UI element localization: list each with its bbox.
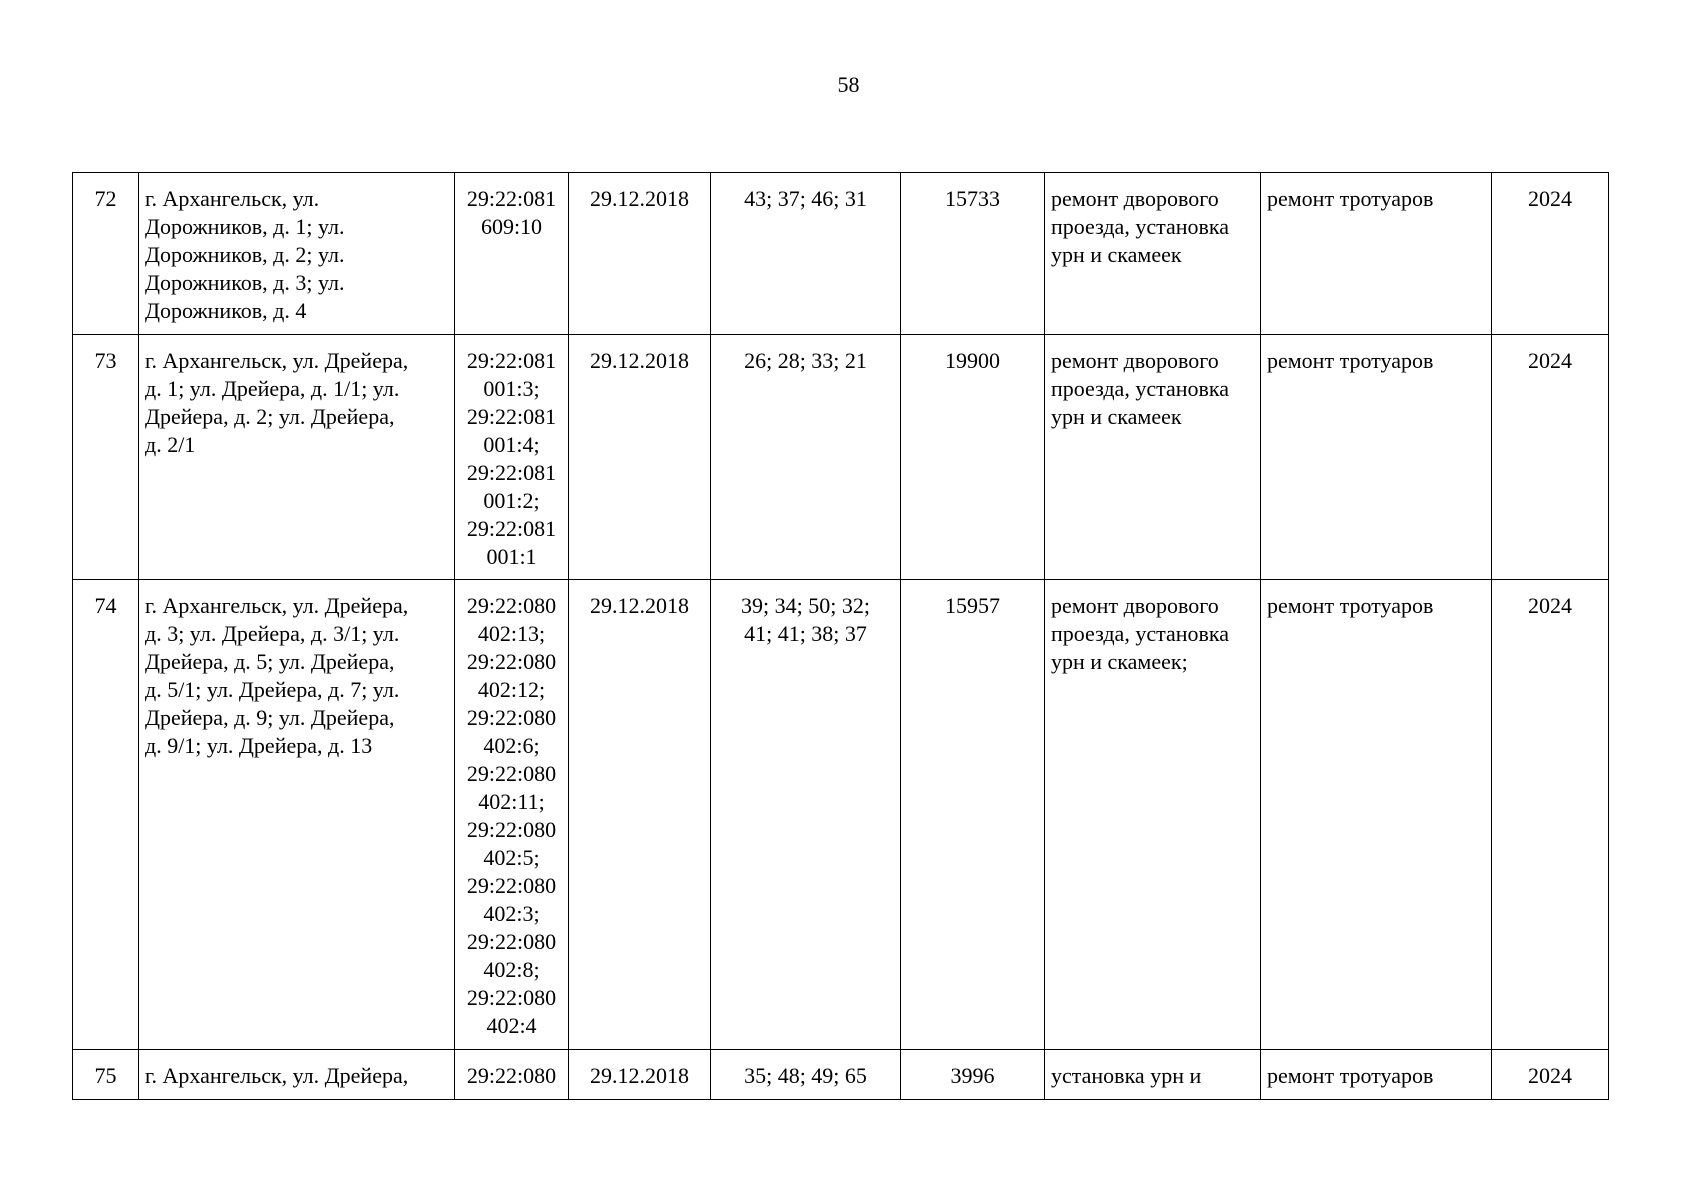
row-number-cell: 75 bbox=[73, 1050, 139, 1100]
year-cell: 2024 bbox=[1492, 580, 1609, 1050]
cadastral-number-cell: 29:22:081 609:10 bbox=[455, 173, 569, 335]
extra-works-cell: ремонт тротуаров bbox=[1261, 335, 1492, 580]
apartments-cell: 26; 28; 33; 21 bbox=[711, 335, 901, 580]
extra-works-cell: ремонт тротуаров bbox=[1261, 1050, 1492, 1100]
works-cell: ремонт дворового проезда, установка урн и скамеек bbox=[1045, 173, 1261, 335]
row-number-cell: 74 bbox=[73, 580, 139, 1050]
address-cell: г. Архангельск, ул. Дрейера, bbox=[139, 1050, 455, 1100]
table-row bbox=[73, 335, 1609, 580]
page-number: 58 bbox=[837, 72, 860, 97]
year-cell: 2024 bbox=[1492, 173, 1609, 335]
works-cell: ремонт дворового проезда, установка урн и скамеек; bbox=[1045, 580, 1261, 1050]
apartments-cell: 39; 34; 50; 32; 41; 41; 38; 37 bbox=[711, 580, 901, 1050]
cadastral-number-cell: 29:22:080 402:13; 29:22:080 402:12; 29:22:080 402:6; 29:22:080 402:11; 29:22:080 402:5; 29:22:080 402:3; 29:22:080 402:8; 29:22:080 402:4 bbox=[455, 580, 569, 1050]
area-cell: 15733 bbox=[901, 173, 1045, 335]
table-row bbox=[73, 173, 1609, 335]
row-number-cell: 73 bbox=[73, 335, 139, 580]
area-cell: 19900 bbox=[901, 335, 1045, 580]
table-row bbox=[73, 580, 1609, 1050]
address-cell: г. Архангельск, ул. Дрейера, д. 3; ул. Дрейера, д. 3/1; ул. Дрейера, д. 5; ул. Дрейера, д. 5/1; ул. Дрейера, д. 7; ул. Дрейера, д. 9; ул. Дрейера, д. 9/1; ул. Дрейера, д. 13 bbox=[139, 580, 455, 1050]
area-cell: 3996 bbox=[901, 1050, 1045, 1100]
address-cell: г. Архангельск, ул. Дорожников, д. 1; ул. Дорожников, д. 2; ул. Дорожников, д. 3; ул. Дорожников, д. 4 bbox=[139, 173, 455, 335]
apartments-cell: 43; 37; 46; 31 bbox=[711, 173, 901, 335]
date-cell: 29.12.2018 bbox=[569, 335, 711, 580]
area-cell: 15957 bbox=[901, 580, 1045, 1050]
extra-works-cell: ремонт тротуаров bbox=[1261, 580, 1492, 1050]
year-cell: 2024 bbox=[1492, 1050, 1609, 1100]
date-cell: 29.12.2018 bbox=[569, 580, 711, 1050]
table-row bbox=[73, 1050, 1609, 1100]
apartments-cell: 35; 48; 49; 65 bbox=[711, 1050, 901, 1100]
address-cell: г. Архангельск, ул. Дрейера, д. 1; ул. Дрейера, д. 1/1; ул. Дрейера, д. 2; ул. Дрейера, д. 2/1 bbox=[139, 335, 455, 580]
extra-works-cell: ремонт тротуаров bbox=[1261, 173, 1492, 335]
cadastral-number-cell: 29:22:081 001:3; 29:22:081 001:4; 29:22:081 001:2; 29:22:081 001:1 bbox=[455, 335, 569, 580]
row-number-cell: 72 bbox=[73, 173, 139, 335]
cadastral-number-cell: 29:22:080 bbox=[455, 1050, 569, 1100]
works-cell: ремонт дворового проезда, установка урн и скамеек bbox=[1045, 335, 1261, 580]
date-cell: 29.12.2018 bbox=[569, 1050, 711, 1100]
works-cell: установка урн и bbox=[1045, 1050, 1261, 1100]
date-cell: 29.12.2018 bbox=[569, 173, 711, 335]
improvement-table bbox=[72, 172, 1609, 1100]
year-cell: 2024 bbox=[1492, 335, 1609, 580]
